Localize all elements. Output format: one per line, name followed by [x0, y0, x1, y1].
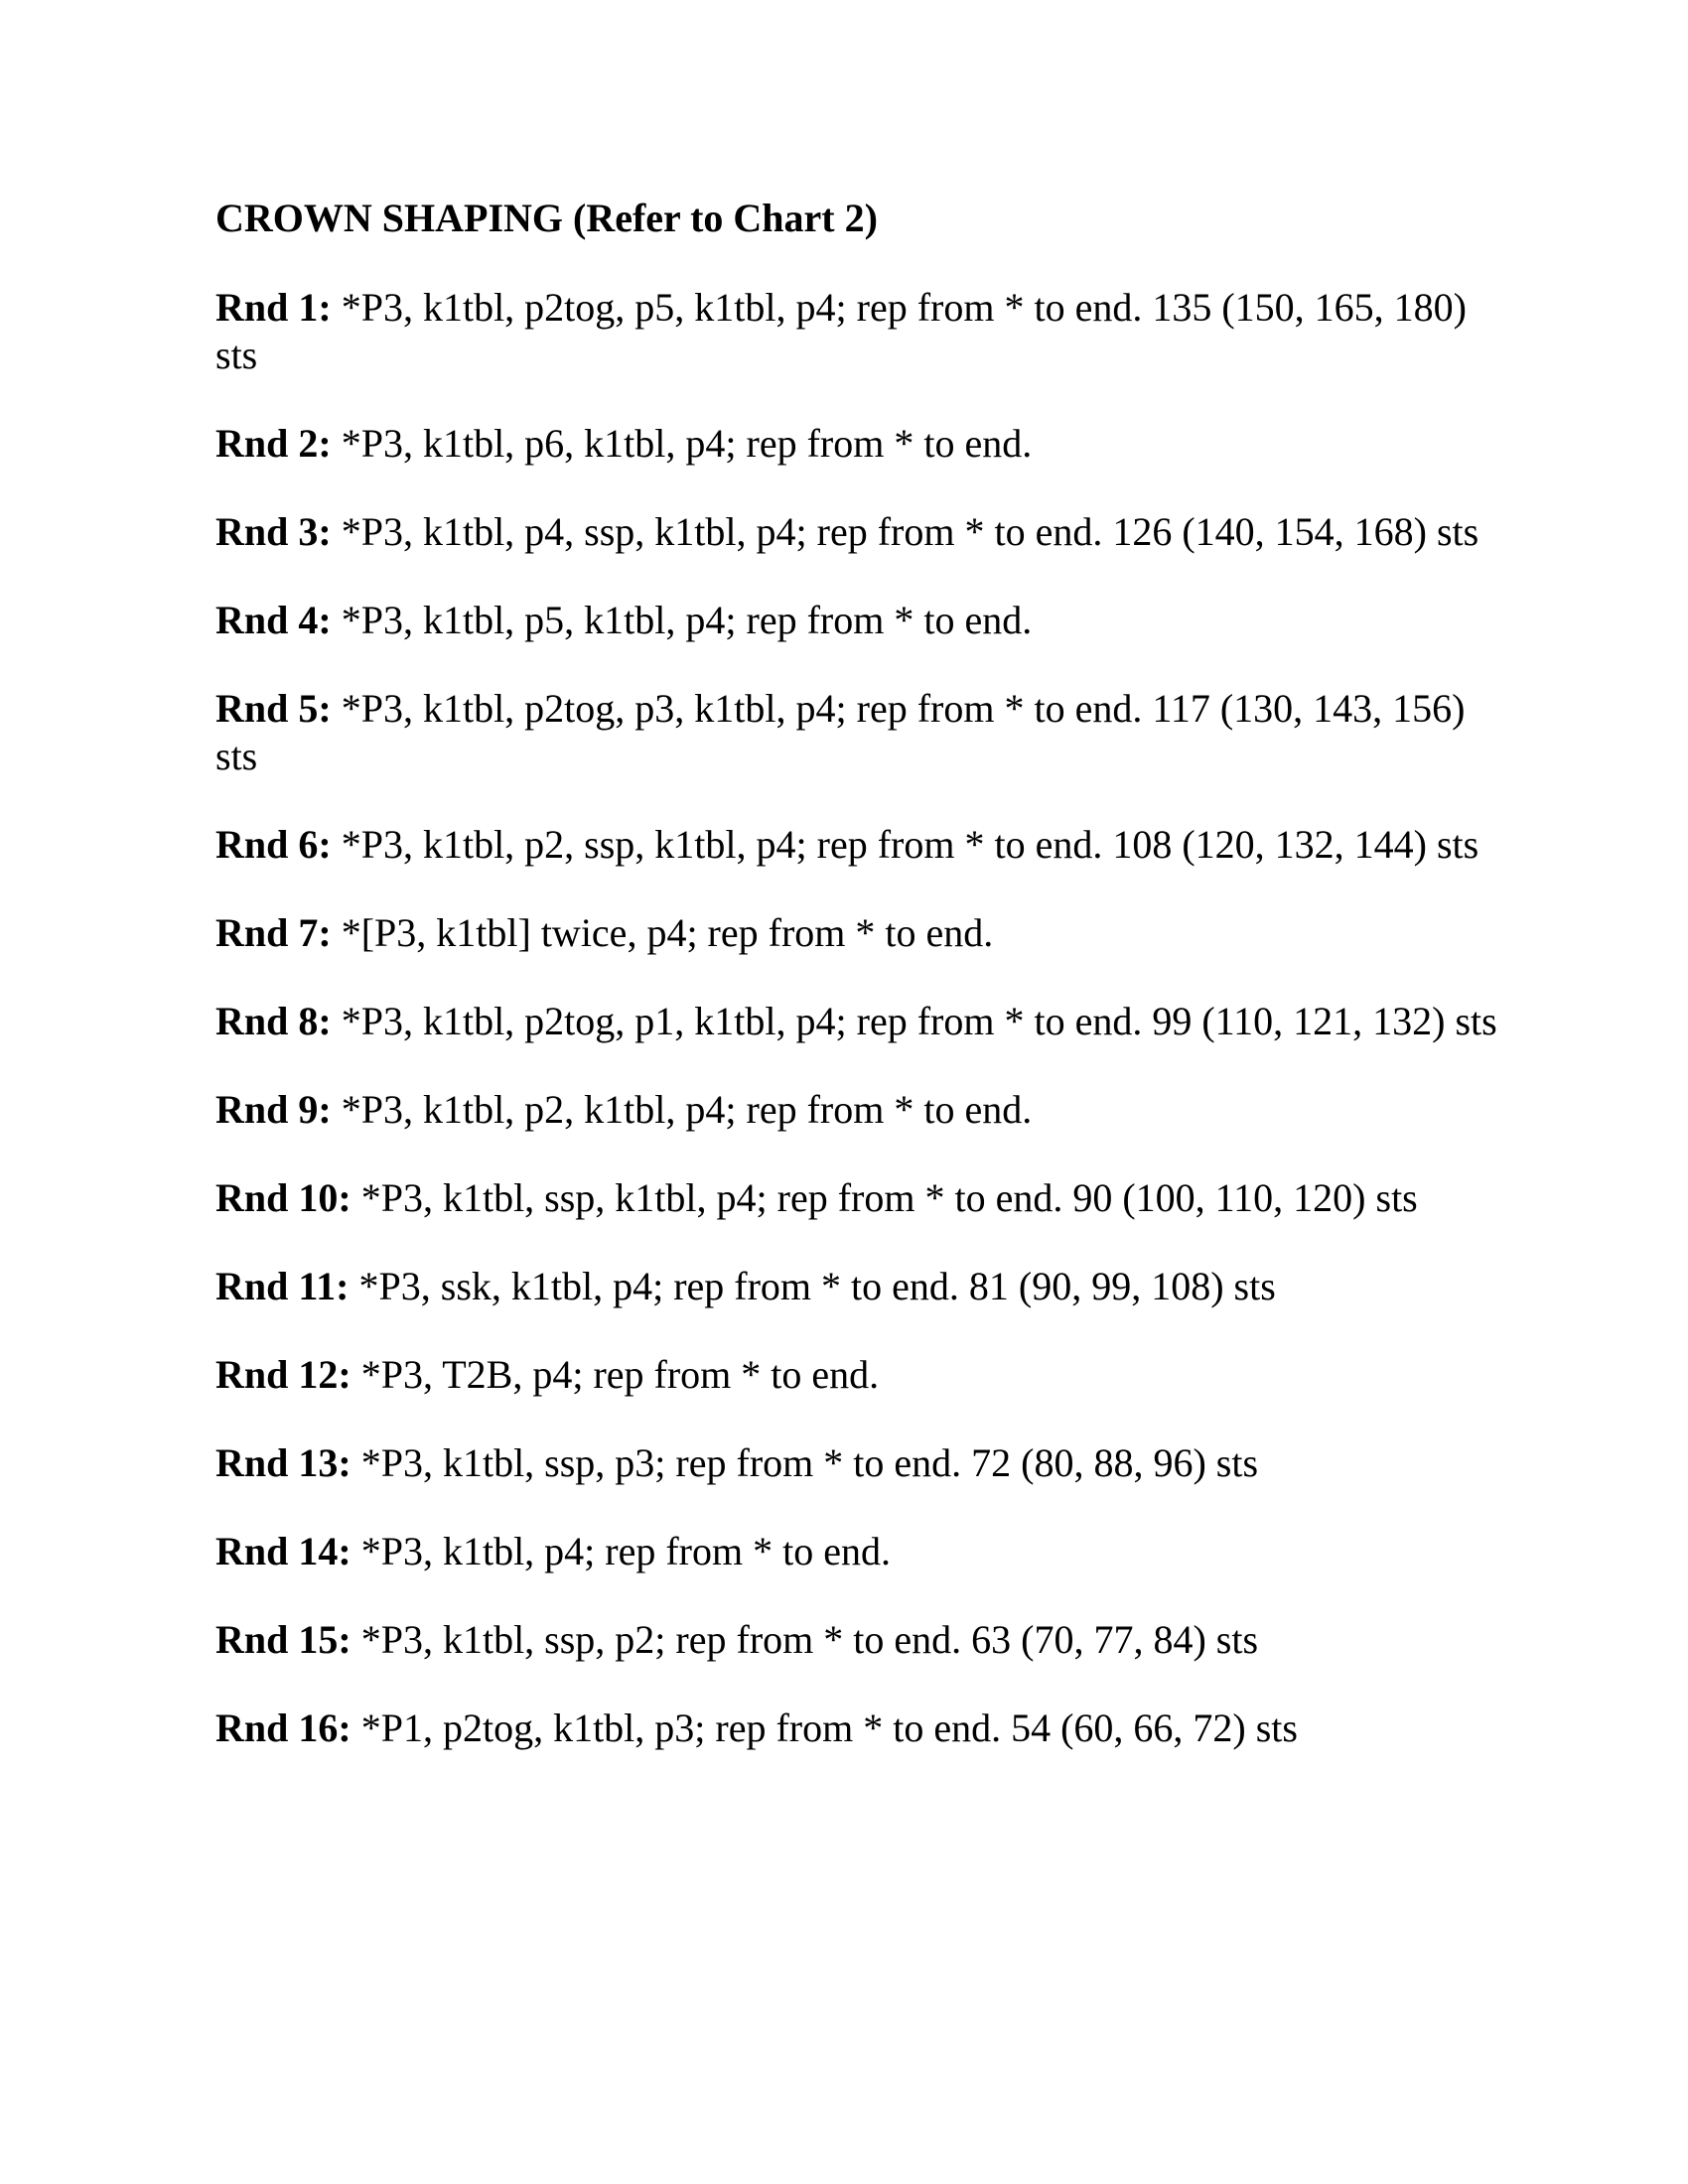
round-text: *P3, k1tbl, p2, k1tbl, p4; rep from * to end. — [341, 1087, 1033, 1132]
round-instruction-5 — [215, 685, 1506, 780]
round-text: *P3, k1tbl, p2tog, p5, k1tbl, p4; rep from * to end. 135 (150, 165, 180) sts — [215, 285, 1467, 377]
round-instruction-2 — [215, 420, 1506, 468]
round-text: *P3, k1tbl, p6, k1tbl, p4; rep from * to end. — [341, 421, 1033, 466]
round-text: *P3, k1tbl, ssp, k1tbl, p4; rep from * to end. 90 (100, 110, 120) sts — [360, 1175, 1418, 1220]
round-label: Rnd 4: — [215, 598, 332, 642]
round-label: Rnd 8: — [215, 999, 332, 1043]
round-label: Rnd 5: — [215, 686, 332, 731]
round-text: *P1, p2tog, k1tbl, p3; rep from * to end. 54 (60, 66, 72) sts — [360, 1706, 1298, 1750]
round-instruction-3 — [215, 508, 1506, 556]
round-instruction-6 — [215, 821, 1506, 869]
round-label: Rnd 9: — [215, 1087, 332, 1132]
round-instruction-15 — [215, 1616, 1506, 1664]
round-instruction-12 — [215, 1351, 1506, 1399]
round-text: *[P3, k1tbl] twice, p4; rep from * to end. — [341, 910, 994, 955]
round-instruction-9 — [215, 1086, 1506, 1134]
section-heading: CROWN SHAPING (Refer to Chart 2) — [215, 196, 878, 240]
round-text: *P3, k1tbl, p2tog, p3, k1tbl, p4; rep from * to end. 117 (130, 143, 156) sts — [215, 686, 1466, 778]
round-label: Rnd 7: — [215, 910, 332, 955]
round-label: Rnd 11: — [215, 1264, 350, 1308]
round-text: *P3, k1tbl, ssp, p2; rep from * to end. 63 (70, 77, 84) sts — [360, 1617, 1259, 1662]
round-instruction-14 — [215, 1528, 1506, 1575]
round-text: *P3, k1tbl, p4; rep from * to end. — [360, 1529, 891, 1573]
round-instruction-4 — [215, 597, 1506, 644]
round-instruction-16 — [215, 1705, 1506, 1752]
round-label: Rnd 15: — [215, 1617, 352, 1662]
round-text: *P3, k1tbl, p5, k1tbl, p4; rep from * to end. — [341, 598, 1033, 642]
round-instruction-8 — [215, 998, 1506, 1045]
round-instruction-7 — [215, 909, 1506, 957]
round-instruction-11 — [215, 1263, 1506, 1310]
document-page — [215, 195, 1506, 1793]
round-text: *P3, T2B, p4; rep from * to end. — [360, 1352, 880, 1397]
round-label: Rnd 14: — [215, 1529, 352, 1573]
round-text: *P3, ssk, k1tbl, p4; rep from * to end. 81 (90, 99, 108) sts — [358, 1264, 1276, 1308]
round-label: Rnd 1: — [215, 285, 332, 330]
round-label: Rnd 12: — [215, 1352, 352, 1397]
round-text: *P3, k1tbl, p2tog, p1, k1tbl, p4; rep from * to end. 99 (110, 121, 132) sts — [341, 999, 1497, 1043]
round-text: *P3, k1tbl, p2, ssp, k1tbl, p4; rep from * to end. 108 (120, 132, 144) sts — [341, 822, 1479, 867]
round-instruction-13 — [215, 1439, 1506, 1487]
round-instruction-1 — [215, 284, 1506, 379]
round-text: *P3, k1tbl, ssp, p3; rep from * to end. 72 (80, 88, 96) sts — [360, 1440, 1259, 1485]
round-instruction-10 — [215, 1174, 1506, 1222]
round-label: Rnd 2: — [215, 421, 332, 466]
round-label: Rnd 3: — [215, 509, 332, 554]
round-text: *P3, k1tbl, p4, ssp, k1tbl, p4; rep from * to end. 126 (140, 154, 168) sts — [341, 509, 1479, 554]
round-label: Rnd 10: — [215, 1175, 352, 1220]
round-label: Rnd 16: — [215, 1706, 352, 1750]
round-label: Rnd 6: — [215, 822, 332, 867]
round-label: Rnd 13: — [215, 1440, 352, 1485]
